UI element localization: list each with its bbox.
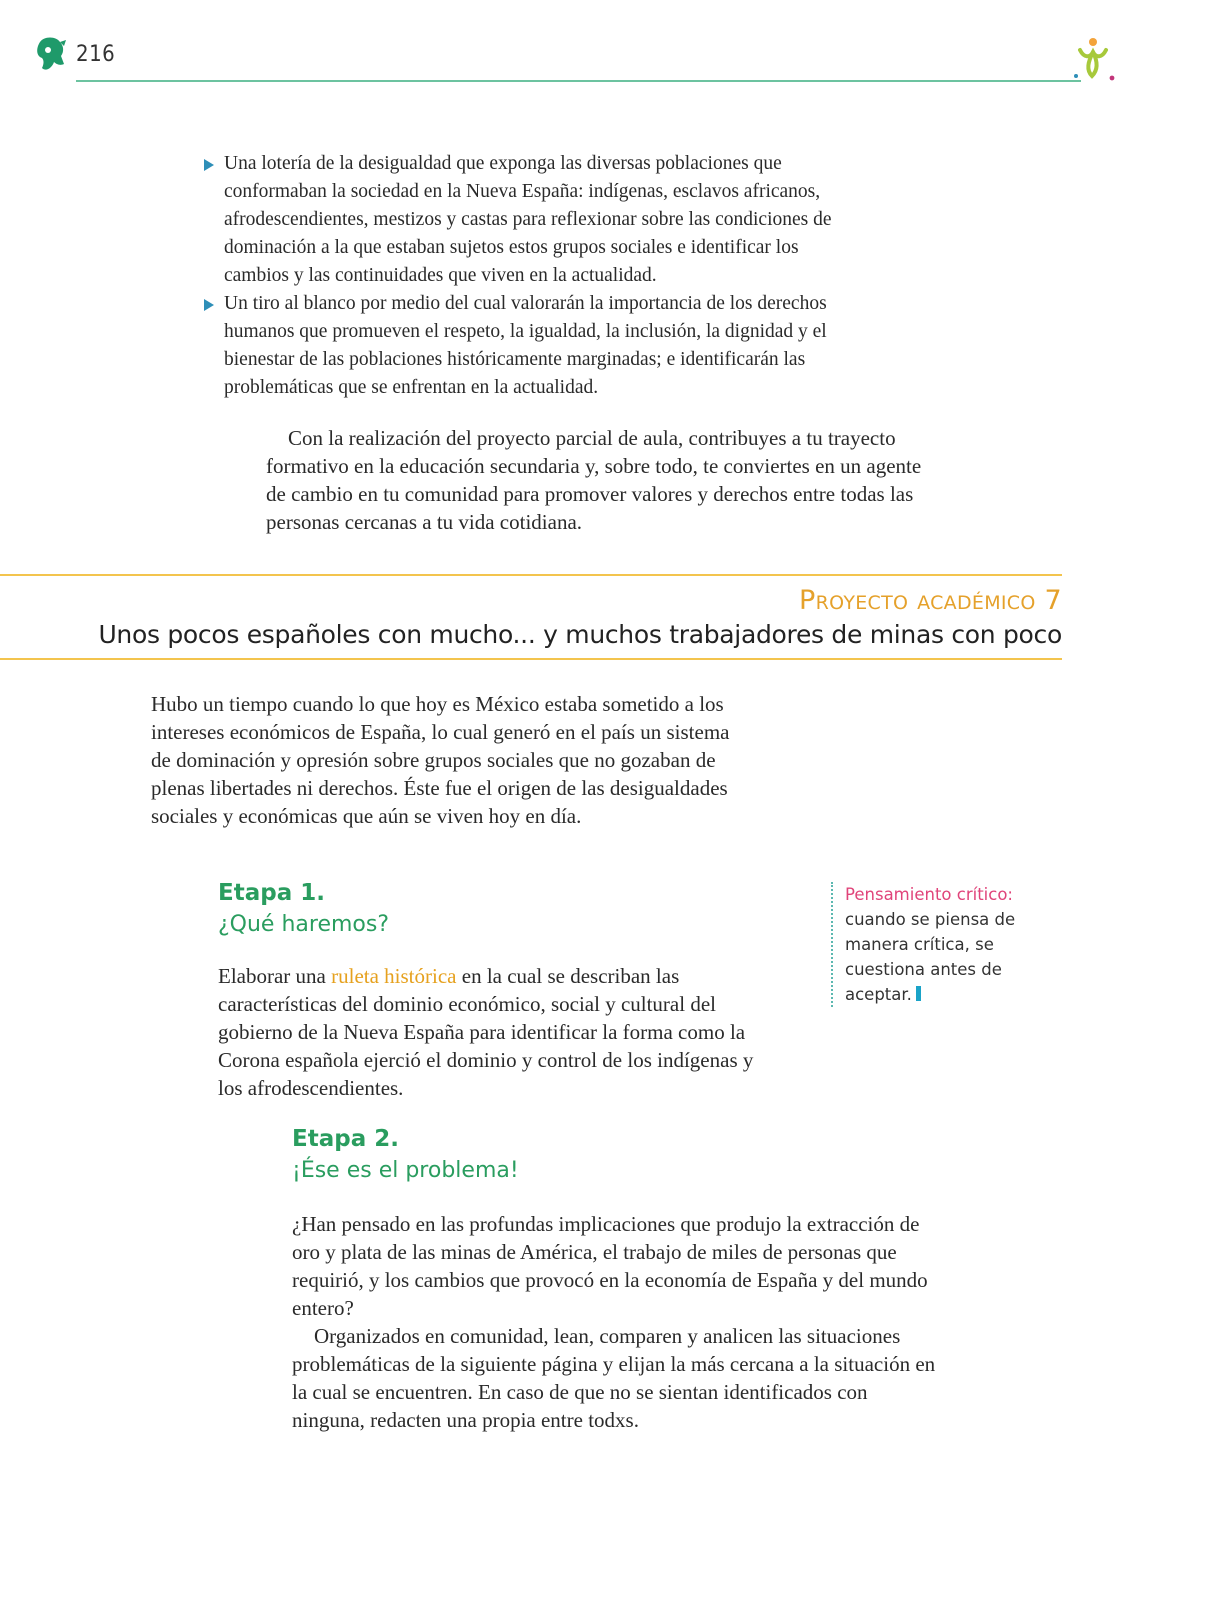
stage-1-text: en la cual se describan las características del dominio económico, social y cultural del gobierno de la Nueva España para identificar la forma como la Corona española ejerció el dominio y control de los indígenas y los afrodescendientes.	[218, 964, 754, 1100]
list-item-text: Una lotería de la desigualdad que exponga las diversas poblaciones que conformaban la sociedad en la Nueva España: indígenas, esclavos africanos, afrodescendientes, mestizos y castas para reflexionar sobre las condiciones de dominación a la que estaban sujetos estos grupos sociales e identificar los cambios y las continuidades que viven en la actualidad.	[224, 153, 832, 286]
glossary-term: Pensamiento crítico:	[845, 885, 1013, 904]
bullet-triangle-icon	[204, 159, 214, 171]
lead-paragraph: Hubo un tiempo cuando lo que hoy es México estaba sometido a los intereses económicos de España, lo cual generó en el país un sistema de dominación y opresión sobre grupos sociales que no gozaban de plenas libertades ni derechos. Éste fue el origen de las desigualdades sociales y económicas que aún se viven hoy en día.	[151, 692, 730, 828]
header-rule	[76, 80, 1081, 82]
project-title: Unos pocos españoles con mucho... y muchos trabajadores de minas con poco	[98, 620, 1062, 649]
stage-2-question: ¡Ése es el problema!	[292, 1158, 519, 1183]
stage-1-question: ¿Qué haremos?	[218, 912, 390, 937]
project-bottom-rule	[0, 658, 1062, 660]
emblem-icon	[1068, 36, 1118, 86]
activity-list	[204, 150, 854, 402]
glossary-note	[831, 882, 1050, 1007]
head-logo-icon	[34, 36, 68, 74]
project-label: Proyecto académico 7	[799, 585, 1062, 616]
end-mark-icon	[916, 986, 921, 1001]
stage-1-text: Elaborar una	[218, 964, 332, 988]
stage-2-heading: Etapa 2.	[292, 1126, 399, 1152]
page-number: 216	[76, 42, 116, 67]
ruleta-highlight: ruleta histórica	[331, 964, 457, 988]
list-item-text: Un tiro al blanco por medio del cual valorarán la importancia de los derechos humanos que promueven el respeto, la igualdad, la inclusión, la dignidad y el bienestar de las poblaciones históricamente marginadas; e identificarán las problemáticas que se enfrentan en la actualidad.	[224, 293, 827, 398]
bullet-triangle-icon	[204, 299, 214, 311]
project-top-rule	[0, 574, 1062, 576]
intro-paragraph: Con la realización del proyecto parcial de aula, contribuyes a tu trayecto formativo en la educación secundaria y, sobre todo, te conviertes en un agente de cambio en tu comunidad para promover valores y derechos entre todas las personas cercanas a tu vida cotidiana.	[266, 426, 922, 534]
stage-2-body: ¿Han pensado en las profundas implicaciones que produjo la extracción de oro y plata de las minas de América, el trabajo de miles de personas que requirió, y los cambios que provocó en la economía de España y del mundo entero?	[292, 1212, 928, 1320]
stage-1-body	[218, 962, 783, 1102]
list-item	[204, 150, 854, 290]
glossary-definition: cuando se piensa de manera crítica, se cuestiona antes de aceptar.	[845, 910, 1016, 1004]
stage-1-heading: Etapa 1.	[218, 880, 325, 906]
stage-2-body-continued: Organizados en comunidad, lean, comparen y analicen las situaciones problemáticas de la siguiente página y elijan la más cercana a la situación en la cual se encuentren. En caso de que no se sientan identificados con ninguna, redacten una propia entre todxs.	[292, 1324, 936, 1432]
list-item	[204, 290, 854, 402]
